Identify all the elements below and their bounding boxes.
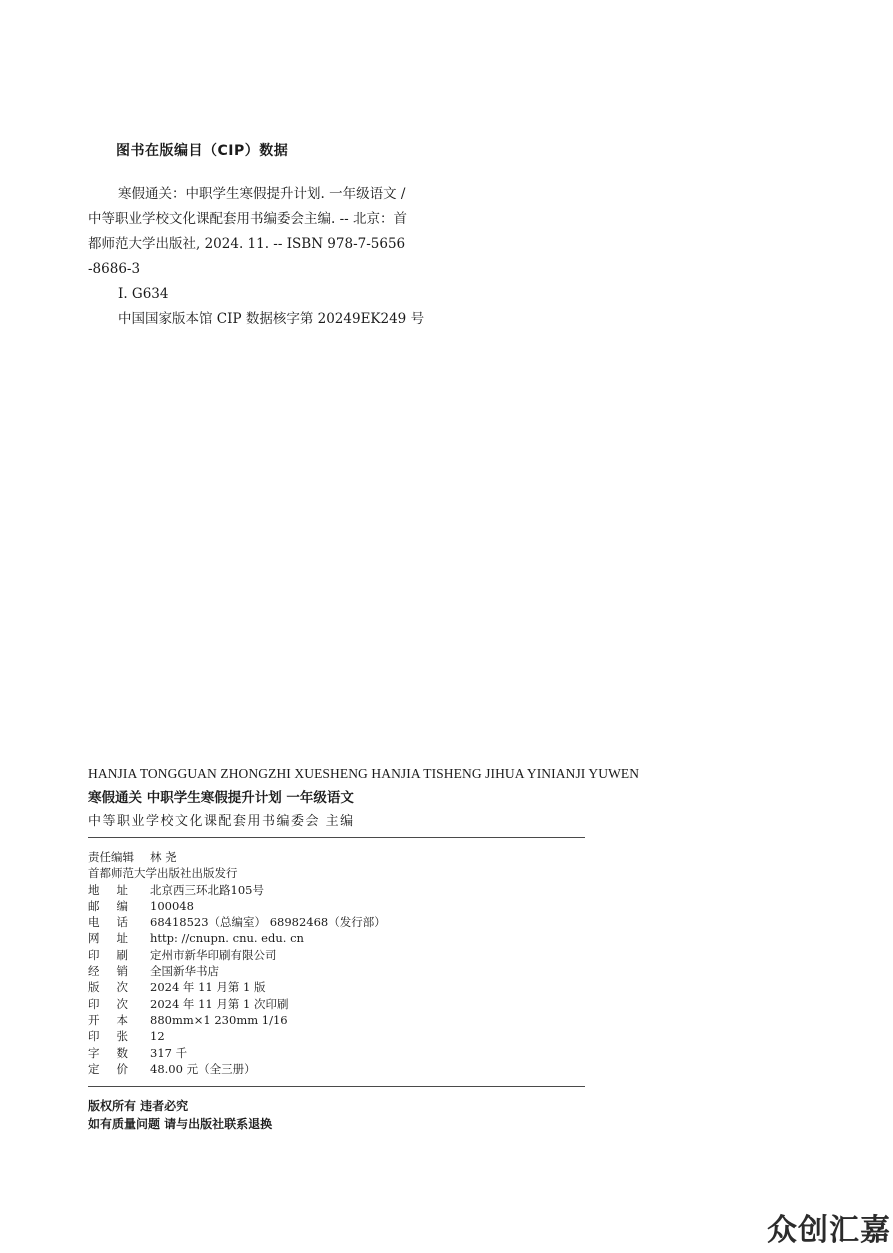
detail-row (88, 1061, 588, 1077)
detail-row (88, 963, 588, 979)
detail-value: 2024 年 11 月第 1 版 (150, 980, 266, 995)
detail-row (88, 1028, 588, 1044)
detail-label-char: 编 (116, 898, 128, 913)
detail-label-char: 开 (88, 1012, 100, 1027)
detail-label (88, 1045, 128, 1061)
detail-label-char: 定 (88, 1061, 100, 1076)
detail-label (88, 914, 128, 930)
detail-label-char: 本 (116, 1012, 128, 1027)
detail-label (88, 996, 128, 1012)
detail-label-char: 印 (88, 1029, 100, 1044)
detail-label (88, 882, 128, 898)
detail-label (88, 1061, 128, 1077)
cip-line-record-number: 中国国家版本馆 CIP 数据核字第 20249EK249 号 (118, 311, 425, 327)
colophon (88, 766, 640, 1133)
detail-label (88, 898, 128, 914)
detail-row (88, 882, 588, 898)
detail-value: 880mm×1 230mm 1/16 (150, 1012, 288, 1027)
cip-record (88, 182, 468, 332)
detail-label-char: 址 (116, 882, 128, 897)
book-title-pinyin: HANJIA TONGGUAN ZHONGZHI XUESHENG HANJIA TISHENG JIHUA YINIANJI YUWEN (88, 766, 640, 781)
detail-value: 48.00 元（全三册） (150, 1061, 256, 1076)
book-title: 寒假通关 中职学生寒假提升计划 一年级语文 (88, 790, 354, 806)
detail-value: 100048 (150, 898, 194, 913)
cip-line-classification: Ⅰ. G634 (118, 286, 169, 302)
detail-label-char: 电 (88, 915, 100, 930)
detail-value: 12 (150, 1029, 165, 1044)
cip-line-isbn-end: -8686-3 (88, 261, 141, 277)
book-editor: 中等职业学校文化课配套用书编委会 主编 (88, 814, 355, 829)
divider-top (88, 837, 585, 838)
detail-value: http: //cnupn. cnu. edu. cn (150, 931, 304, 946)
detail-row (88, 1012, 588, 1028)
detail-row (88, 930, 588, 946)
detail-row-publisher (88, 865, 588, 881)
detail-value: 全国新华书店 (150, 964, 219, 979)
cip-line-author: 中等职业学校文化课配套用书编委会主编. -- 北京：首 (88, 211, 407, 227)
detail-label-char: 印 (88, 947, 100, 962)
detail-row (88, 1045, 588, 1061)
detail-label-char: 价 (116, 1061, 128, 1076)
detail-row (88, 979, 588, 995)
rights-notice (88, 1097, 588, 1133)
cip-line-publisher: 都师范大学出版社, 2024. 11. -- ISBN 978-7-5656 (88, 236, 406, 252)
detail-label (88, 979, 128, 995)
detail-row-editor-in-charge (88, 849, 588, 865)
cip-heading: 图书在版编目（CIP）数据 (116, 143, 289, 159)
detail-label-char: 邮 (88, 898, 100, 913)
detail-label-char: 话 (116, 915, 128, 930)
cip-line-title: 寒假通关：中职学生寒假提升计划. 一年级语文 / (118, 186, 406, 202)
detail-value: 68418523（总编室） 68982468（发行部） (150, 915, 386, 930)
detail-label: 责任编辑 (88, 850, 134, 864)
detail-value: 林 尧 (150, 850, 177, 864)
detail-label-char: 版 (88, 980, 100, 995)
detail-value: 定州市新华印刷有限公司 (150, 947, 277, 962)
detail-row (88, 914, 588, 930)
detail-label (88, 930, 128, 946)
detail-value: 317 千 (150, 1045, 188, 1060)
detail-row (88, 898, 588, 914)
rights-line-copyright: 版权所有 违者必究 (88, 1099, 189, 1114)
detail-label-char: 字 (88, 1045, 100, 1060)
divider-bottom (88, 1086, 585, 1087)
detail-publisher: 首都师范大学出版社出版发行 (88, 866, 238, 881)
watermark-logo: 众创汇嘉 (767, 1213, 891, 1248)
detail-label-char: 网 (88, 931, 100, 946)
detail-row (88, 947, 588, 963)
detail-label (88, 947, 128, 963)
detail-label-char: 经 (88, 964, 100, 979)
detail-value: 2024 年 11 月第 1 次印刷 (150, 996, 289, 1011)
detail-label-char: 次 (116, 980, 128, 995)
detail-label-char: 址 (116, 931, 128, 946)
detail-label (88, 1012, 128, 1028)
detail-row (88, 996, 588, 1012)
detail-label-char: 次 (116, 996, 128, 1011)
rights-line-quality: 如有质量问题 请与出版社联系退换 (88, 1117, 273, 1132)
detail-label-char: 印 (88, 996, 100, 1011)
detail-value: 北京西三环北路105号 (150, 882, 264, 897)
detail-label (88, 1028, 128, 1044)
detail-label-char: 刷 (116, 947, 128, 962)
detail-label-char: 地 (88, 882, 100, 897)
detail-label-char: 张 (116, 1029, 128, 1044)
publication-details (88, 849, 588, 1077)
detail-label-char: 销 (116, 964, 128, 979)
detail-label (88, 963, 128, 979)
detail-label-char: 数 (116, 1045, 128, 1060)
